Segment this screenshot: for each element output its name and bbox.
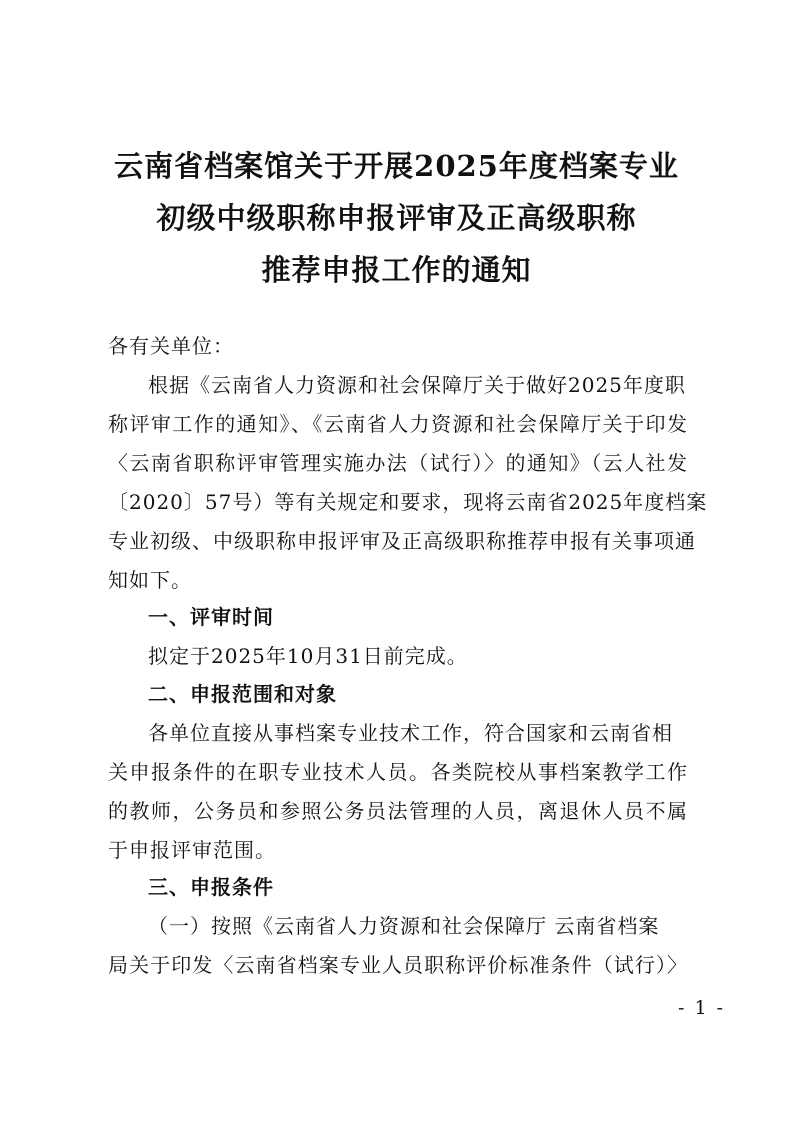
section-1-heading: 一、评审时间 [148,605,274,629]
document-title-line-3: 推荐申报工作的通知 [261,253,532,287]
section-2-line-1: 各单位直接从事档案专业技术工作，符合国家和云南省相 [148,721,673,745]
document-title-line-1: 云南省档案馆关于开展2025年度档案专业 [114,149,679,183]
section-3-line-2: 局关于印发〈云南省档案专业人员职称评价标准条件（试行）〉 [108,953,688,977]
section-3-heading: 三、申报条件 [148,875,274,899]
section-2-line-3: 的教师，公务员和参照公务员法管理的人员，离退休人员不属 [108,799,688,823]
intro-line-3: 〈云南省职称评审管理实施办法（试行）〉的通知》（云人社发 [108,451,688,475]
intro-line-6: 知如下。 [108,568,192,592]
section-2-heading: 二、申报范围和对象 [148,682,337,706]
document-title-line-2: 初级中级职称申报评审及正高级职称 [156,201,637,235]
section-3-line-1: （一）按照《云南省人力资源和社会保障厅 云南省档案 [148,914,660,938]
intro-line-5: 专业初级、中级职称申报评审及正高级职称推荐申报有关事项通 [108,529,696,553]
page-number: - 1 - [677,997,725,1019]
section-2-line-4: 于申报评审范围。 [108,838,276,862]
salutation: 各有关单位： [108,334,234,358]
intro-line-2: 称评审工作的通知》、《云南省人力资源和社会保障厅关于印发 [108,412,688,436]
section-2-line-2: 关申报条件的在职专业技术人员。各类院校从事档案教学工作 [108,760,688,784]
intro-line-4: 〔2020〕57号）等有关规定和要求，现将云南省2025年度档案 [108,490,708,514]
section-1-text: 拟定于2025年10月31日前完成。 [148,644,468,668]
intro-line-1: 根据《云南省人力资源和社会保障厅关于做好2025年度职 [148,373,686,397]
